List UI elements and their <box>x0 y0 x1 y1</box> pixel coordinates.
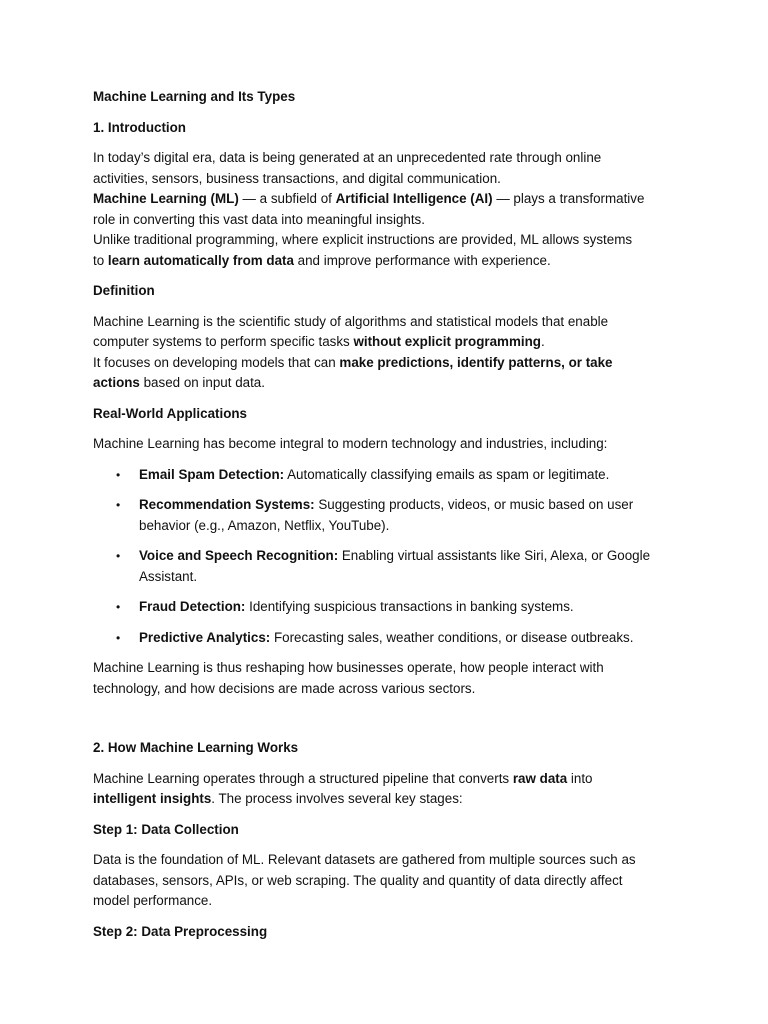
list-item-text: Forecasting sales, weather conditions, or disease outbreaks. <box>270 629 634 645</box>
applications-list <box>93 465 683 649</box>
closing-text-line: Machine Learning is thus reshaping how businesses operate, how people interact with <box>93 660 604 675</box>
step1-heading: Step 1: Data Collection <box>93 821 239 837</box>
ai-term: Artificial Intelligence (AI) <box>335 191 493 206</box>
intro-text-line: role in converting this vast data into meaningful insights. <box>93 211 425 227</box>
list-item-label: Email Spam Detection: <box>139 466 285 482</box>
section-heading-definition: Definition <box>93 283 155 298</box>
emphasis-text: learn automatically from data <box>107 252 294 268</box>
intro-text: — a subfield of <box>238 191 336 206</box>
document-body <box>93 87 683 942</box>
bullet-icon: • <box>116 630 121 645</box>
list-item-label: Fraud Detection: <box>139 599 246 614</box>
emphasis-text: actions <box>93 375 140 390</box>
definition-text: based on input data. <box>139 375 265 390</box>
definition-text-line <box>93 373 683 394</box>
step2-heading: Step 2: Data Preprocessing <box>93 923 268 939</box>
definition-text-line <box>93 353 683 374</box>
intro-text: and improve performance with experience. <box>293 252 551 268</box>
list-item <box>93 495 683 536</box>
step1-paragraph <box>93 850 683 912</box>
definition-text: . <box>540 334 545 349</box>
list-item <box>93 546 683 587</box>
intro-text-line: Unlike traditional programming, where explicit instructions are provided, ML allows systems <box>93 232 633 247</box>
ml-term: Machine Learning (ML) <box>93 191 239 206</box>
list-item-text: Identifying suspicious transactions in banking systems. <box>245 599 574 614</box>
step1-text-line: databases, sensors, APIs, or web scraping. The quality and quantity of data directly affect <box>93 872 623 888</box>
section-heading-how-ml-works: 2. How Machine Learning Works <box>93 740 299 755</box>
how-text-line <box>93 769 683 790</box>
how-text: Machine Learning operates through a structured pipeline that converts <box>93 770 513 786</box>
intro-text-line <box>93 189 683 210</box>
emphasis-text: without explicit programming <box>353 334 541 349</box>
step1-text-line: Data is the foundation of ML. Relevant datasets are gathered from multiple sources such as <box>93 852 636 867</box>
intro-text: — plays a transformative <box>492 191 645 206</box>
intro-paragraph <box>93 148 683 271</box>
document-title: Machine Learning and Its Types <box>93 89 296 104</box>
list-item-text: Assistant. <box>139 568 198 584</box>
definition-text: It focuses on developing models that can <box>93 354 340 370</box>
definition-text-line <box>93 332 683 353</box>
list-item-label: Predictive Analytics: <box>139 629 271 645</box>
list-item <box>93 465 683 486</box>
section-heading-introduction: 1. Introduction <box>93 119 186 135</box>
closing-text-line: technology, and how decisions are made across various sectors. <box>93 680 476 696</box>
list-item-label: Recommendation Systems: <box>139 497 315 512</box>
list-item-text: Enabling virtual assistants like Siri, Alexa, or Google <box>338 548 651 563</box>
emphasis-text: raw data <box>512 770 568 786</box>
bullet-icon: • <box>116 549 121 563</box>
intro-text-line <box>93 251 683 272</box>
bullet-icon: • <box>116 498 121 512</box>
emphasis-text: make predictions, identify patterns, or take <box>339 354 613 370</box>
bullet-icon: • <box>116 600 121 614</box>
how-text-line <box>93 789 683 810</box>
emphasis-text: intelligent insights <box>93 791 212 806</box>
definition-text: computer systems to perform specific tasks <box>93 334 354 349</box>
list-item-text: Suggesting products, videos, or music based on user <box>314 497 634 512</box>
list-item-text: behavior (e.g., Amazon, Netflix, YouTube). <box>139 517 390 533</box>
bullet-icon: • <box>116 467 121 482</box>
intro-text-line: activities, sensors, business transactions, and digital communication. <box>93 170 501 186</box>
definition-paragraph <box>93 312 683 394</box>
intro-text-line: In today’s digital era, data is being generated at an unprecedented rate through online <box>93 150 602 165</box>
applications-closing <box>93 658 683 699</box>
step1-text-line: model performance. <box>93 893 213 908</box>
list-item <box>93 628 683 649</box>
how-text: into <box>567 770 593 786</box>
definition-text-line: Machine Learning is the scientific study of algorithms and statistical models that enable <box>93 313 609 329</box>
list-item <box>93 597 683 618</box>
intro-text: to <box>93 252 108 268</box>
how-text: . The process involves several key stages: <box>211 791 463 806</box>
applications-intro: Machine Learning has become integral to modern technology and industries, including: <box>93 436 608 451</box>
list-item-label: Voice and Speech Recognition: <box>139 548 339 563</box>
section-heading-applications: Real-World Applications <box>93 405 248 421</box>
list-item-text: Automatically classifying emails as spam or legitimate. <box>284 466 610 482</box>
how-paragraph <box>93 769 683 810</box>
